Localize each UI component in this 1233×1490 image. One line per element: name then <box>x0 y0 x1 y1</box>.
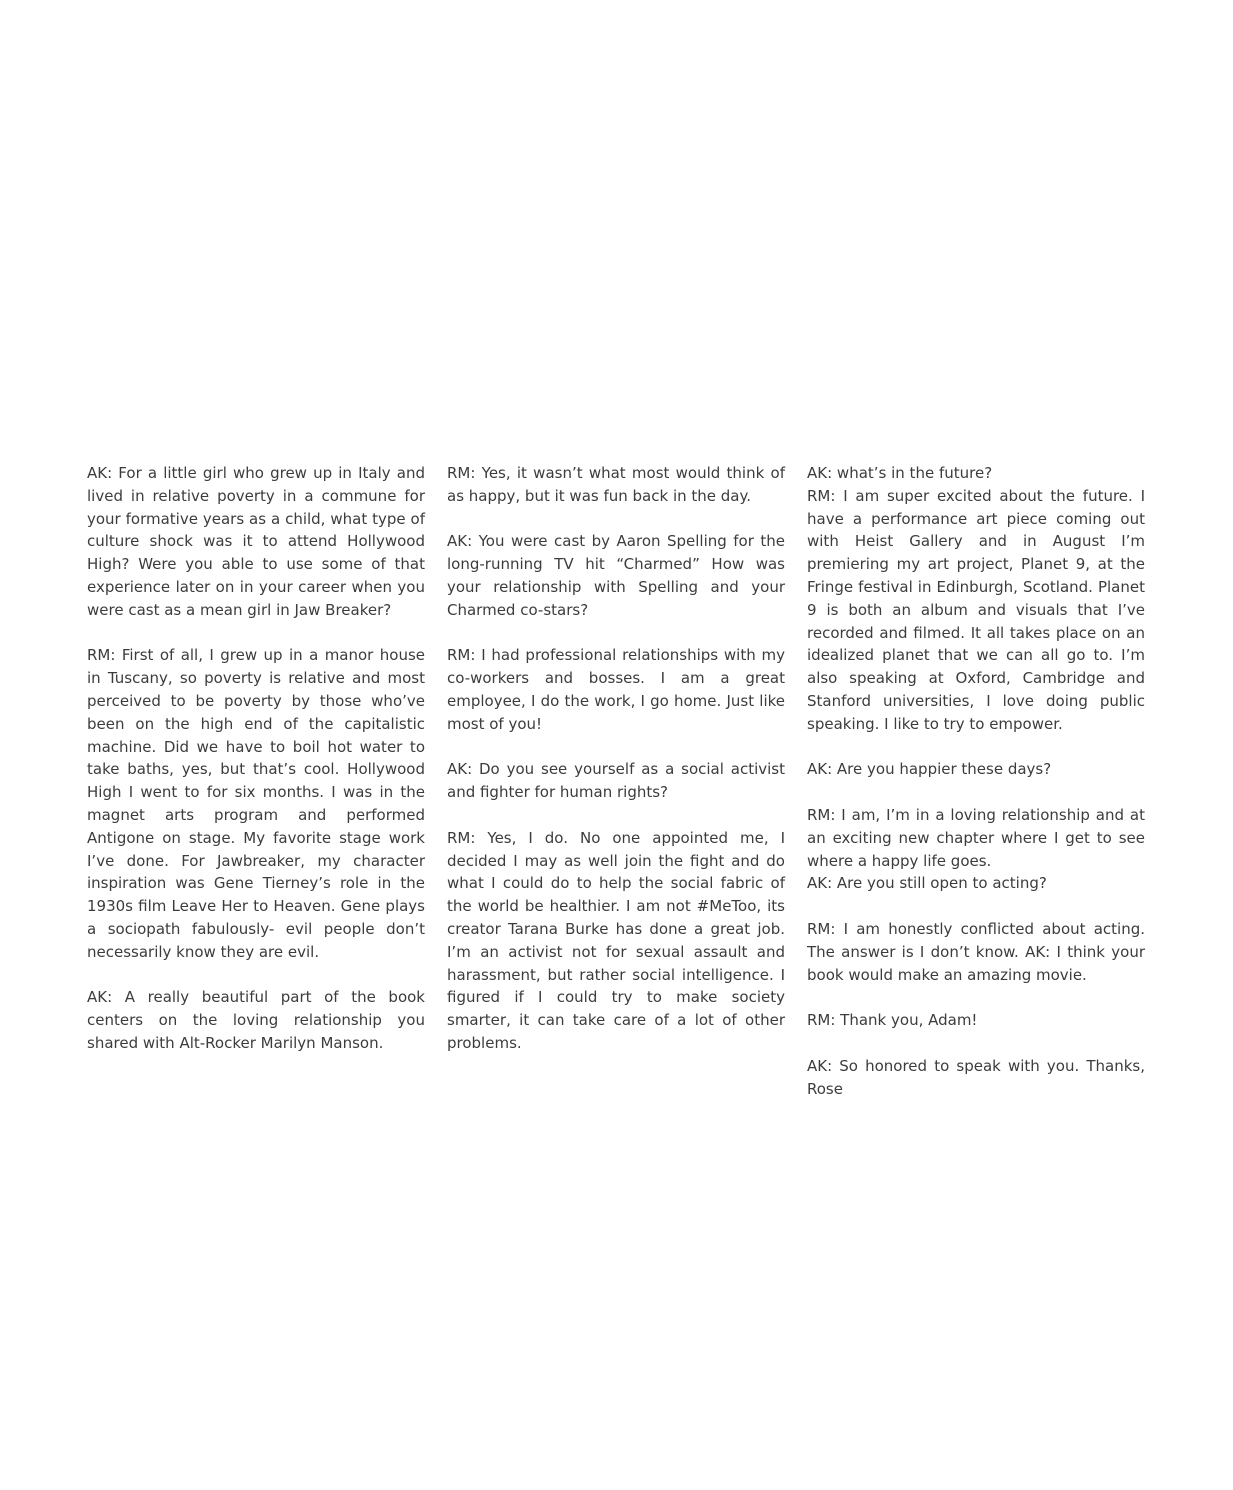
paragraph-question: AK: So honored to speak with you. Thanks, Rose <box>807 1056 1145 1098</box>
column-3 <box>807 462 1145 1100</box>
paragraph-answer: RM: I am super excited about the future. I have a performance art piece coming out with Heist Gallery and in August I’m premiering my art project, Planet 9, at the Fringe festival in Edinburgh, Scotland. Planet 9 is both an album and visuals that I’ve recorded and filmed. It all takes place on an idealized planet that we can all go to. I’m also speaking at Oxford, Cambridge and Stanford universities, I love doing public speaking. I like to try to empower. <box>807 486 1145 733</box>
paragraph-question: AK: Are you still open to acting? <box>807 874 1047 893</box>
interview-columns <box>87 462 1145 1100</box>
paragraph-question: AK: For a little girl who grew up in Italy and lived in relative poverty in a commune for your formative years as a child, what type of culture shock was it to attend Hollywood High? Were you able to use some of that experience later on in your career when you were cast as a mean girl in Jaw Breaker? <box>87 464 425 619</box>
paragraph-answer: RM: I had professional relationships with my co-workers and bosses. I am a great employee, I do the work, I go home. Just like most of you! <box>447 646 785 733</box>
paragraph-answer: RM: I am, I’m in a loving relationship and at an exciting new chapter where I get to see where a happy life goes. <box>807 805 1145 870</box>
paragraph-answer: RM: Thank you, Adam! <box>807 1011 978 1030</box>
paragraph-question: AK: Are you happier these days? <box>807 760 1052 779</box>
paragraph-question: AK: Do you see yourself as a social activist and fighter for human rights? <box>447 760 785 802</box>
paragraph-answer: RM: First of all, I grew up in a manor house in Tuscany, so poverty is relative and most perceived to be poverty by those who’ve been on the high end of the capitalistic machine. Did we have to boil hot water to take baths, yes, but that’s cool. Hollywood High I went to for six months. I was in the magnet arts program and performed Antigone on stage. My favorite stage work I’ve done. For Jawbreaker, my character inspiration was Gene Tierney’s role in the 1930s film Leave Her to Heaven. Gene plays a sociopath fabulously- evil people don’t necessarily know they are evil. <box>87 646 425 961</box>
paragraph-answer: RM: I am honestly conflicted about acting. The answer is I don’t know. AK: I think your book would make an amazing movie. <box>807 919 1145 984</box>
paragraph-question: AK: what’s in the future? <box>807 464 993 482</box>
paragraph-question: AK: You were cast by Aaron Spelling for the long-running TV hit “Charmed” How was your relationship with Spelling and your Charmed co-stars? <box>447 532 785 619</box>
paragraph-answer: RM: Yes, it wasn’t what most would think of as happy, but it was fun back in the day. <box>447 464 785 505</box>
paragraph-answer: RM: Yes, I do. No one appointed me, I decided I may as well join the fight and do what I could do to help the social fabric of the world be healthier. I am not #MeToo, its creator Tarana Burke has done a great job. I’m an activist not for sexual assault and harassment, but rather social intelligence. I figured if I could try to make society smarter, it can take care of a lot of other problems. <box>447 828 785 1052</box>
paragraph-question: AK: A really beautiful part of the book centers on the loving relationship you shared with Alt-Rocker Marilyn Manson. <box>87 988 425 1052</box>
column-2 <box>447 462 785 1100</box>
column-1 <box>87 462 425 1100</box>
